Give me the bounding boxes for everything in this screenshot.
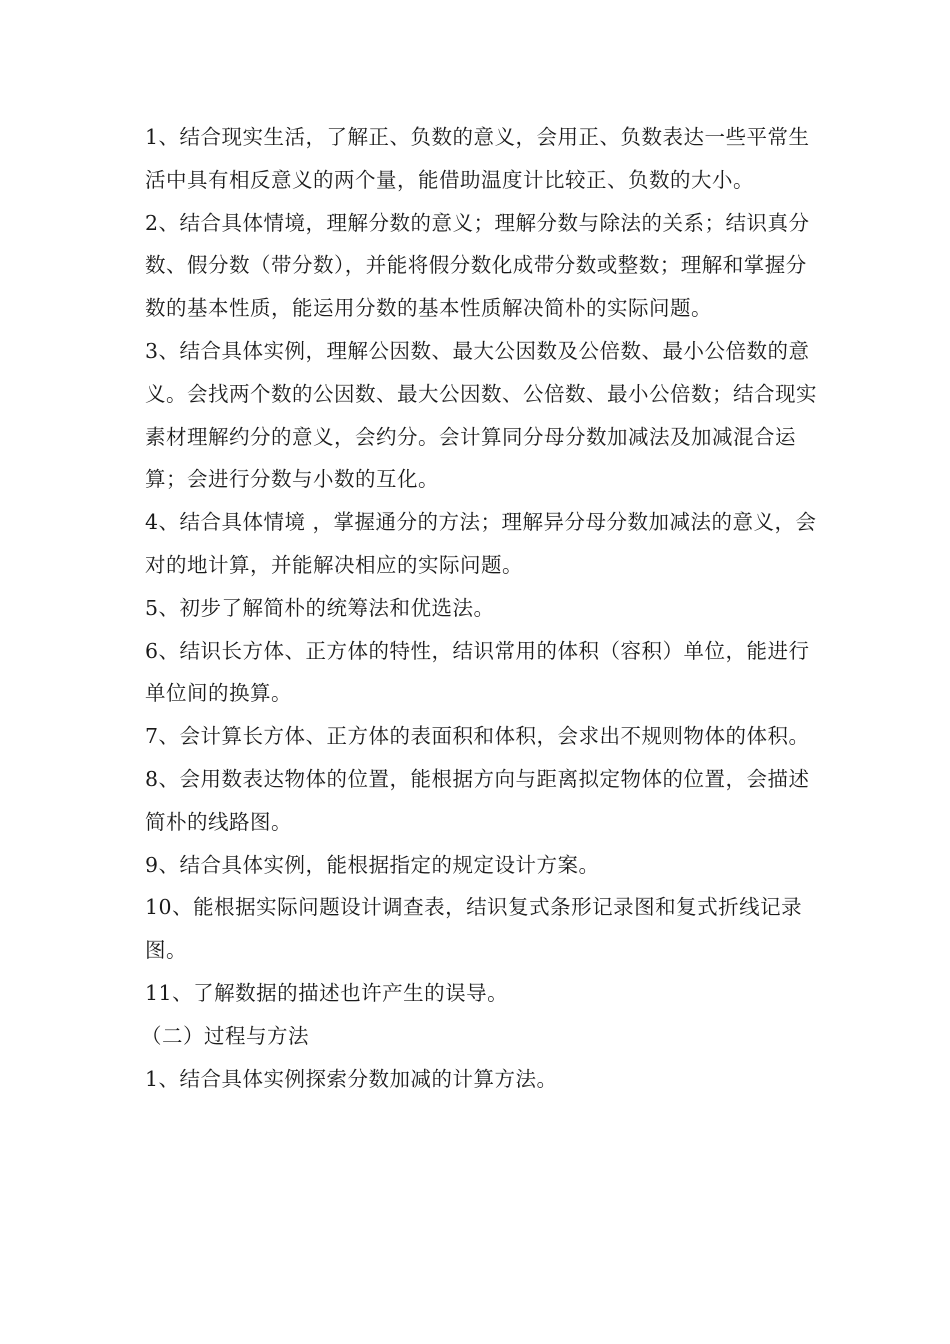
paragraph-2: 2、结合具体情境，理解分数的意义；理解分数与除法的关系；结识真分数、假分数（带分数），并能将假分数化成带分数或整数；理解和掌握分数的基本性质，能运用分数的基本性质解决简朴的实际问题。 [145,210,810,321]
paragraph-3: 3、结合具体实例，理解公因数、最大公因数及公倍数、最小公倍数的意义。会找两个数的公因数、最大公因数、公倍数、最小公倍数；结合现实素材理解约分的意义，会约分。会计算同分母分数加减法及加减混合运算；会进行分数与小数的互化。 [145,338,817,492]
paragraph-4: 4、结合具体情境 ，掌握通分的方法；理解异分母分数加减法的意义，会对的地计算，并能解决相应的实际问题。 [145,510,817,577]
paragraph-7: 7、会计算长方体、正方体的表面积和体积，会求出不规则物体的体积。 [145,724,810,749]
paragraph-11: 11、了解数据的描述也许产生的误导。 [145,980,509,1005]
paragraph-10: 10、能根据实际问题设计调查表，结识复式条形记录图和复式折线记录图。 [145,895,803,963]
paragraph-8: 8、会用数表达物体的位置，能根据方向与距离拟定物体的位置，会描述简朴的线路图。 [145,766,810,834]
paragraph-1: 1、结合现实生活，了解正、负数的意义，会用正、负数表达一些平常生活中具有相反意义的两个量，能借助温度计比较正、负数的大小。 [145,125,810,192]
paragraph-6: 6、结识长方体、正方体的特性，结识常用的体积（容积）单位，能进行单位间的换算。 [145,638,810,706]
section-paragraph-1: 1、结合具体实例探索分数加减的计算方法。 [145,1066,558,1091]
paragraph-5: 5、初步了解简朴的统筹法和优选法。 [145,595,495,620]
document-body [141,116,825,1100]
section-heading: （二）过程与方法 [141,1023,309,1048]
paragraph-9: 9、结合具体实例，能根据指定的规定设计方案。 [145,852,600,877]
